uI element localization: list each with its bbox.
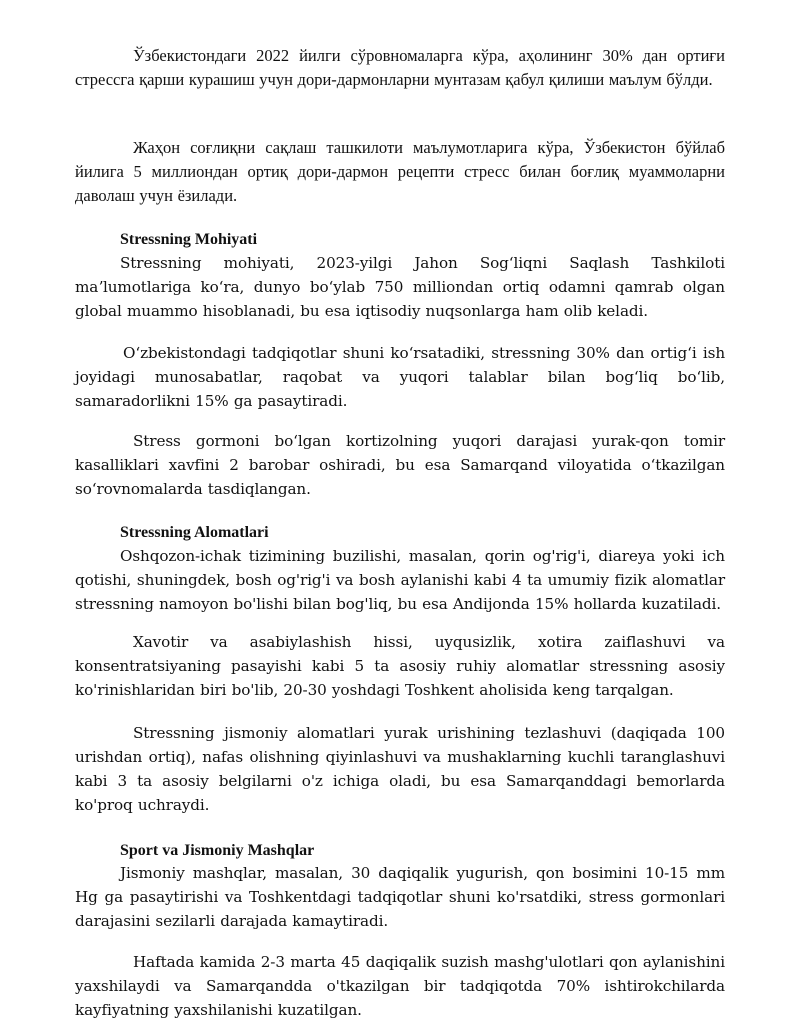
section-heading-mohiyati: Stressning Mohiyati (120, 231, 258, 248)
intro-paragraph-2: Жаҳон соғлиқни сақлаш ташкилоти маълумотларига кўра, Ўзбекистон бўйлаб йилига 5 миллиондан ортиқ дори-дармон рецепти стресс билан боғлиқ муаммоларни даволаш учун ёзилади. (75, 138, 725, 205)
alomatlari-paragraph-1: Oshqozon-ichak tizimining buzilishi, masalan, qorin og'rig'i, diareya yoki ich qotishi, shuningdek, bosh og'rig'i va bosh aylanishi kabi 4 ta umumiy fizik alomatlar stressning namoyon bo'lishi bilan bog'liq, bu esa Andijonda 15% hollarda kuzatiladi. (75, 547, 725, 613)
section-heading-alomatlari: Stressning Alomatlari (120, 524, 269, 541)
mohiyati-paragraph-1: Stressning mohiyati, 2023-yilgi Jahon Sogʻliqni Saqlash Tashkiloti maʼlumotlariga koʻra, dunyo boʻylab 750 milliondan ortiq odamni qamrab olgan global muammo hisoblanadi, bu esa iqtisodiy nuqsonlarga ham olib keladi. (75, 254, 725, 320)
mohiyati-paragraph-3: Stress gormoni boʻlgan kortizolning yuqori darajasi yurak-qon tomir kasalliklari xavfini 2 barobar oshiradi, bu esa Samarqand viloyatida oʻtkazilgan soʻrovnomalarda tasdiqlangan. (75, 432, 725, 498)
sport-paragraph-1: Jismoniy mashqlar, masalan, 30 daqiqalik yugurish, qon bosimini 10-15 mm Hg ga pasaytirishi va Toshkentdagi tadqiqotlar shuni ko'rsatdiki, stress gormonlari darajasini sezilarli darajada kamaytiradi. (75, 864, 725, 930)
alomatlari-paragraph-3: Stressning jismoniy alomatlari yurak urishining tezlashuvi (daqiqada 100 urishdan ortiq), nafas olishning qiyinlashuvi va mushaklarning kuchli taranglashuvi kabi 3 ta asosiy belgilarni o'z ichiga oladi, bu esa Samarqanddagi bemorlarda ko'proq uchraydi. (75, 724, 725, 814)
section-heading-sport: Sport va Jismoniy Mashqlar (120, 842, 315, 859)
alomatlari-paragraph-2: Xavotir va asabiylashish hissi, uyqusizlik, xotira zaiflashuvi va konsentratsiyaning pasayishi kabi 5 ta asosiy ruhiy alomatlar stressning asosiy ko'rinishlaridan biri bo'lib, 20-30 yoshdagi Toshkent aholisida keng tarqalgan. (75, 633, 725, 699)
mohiyati-paragraph-2: Oʻzbekistondagi tadqiqotlar shuni koʻrsatadiki, stressning 30% dan ortigʻi ish joyidagi munosabatlar, raqobat va yuqori talablar bilan bogʻliq boʻlib, samaradorlikni 15% ga pasaytiradi. (75, 344, 725, 410)
sport-paragraph-2: Haftada kamida 2-3 marta 45 daqiqalik suzish mashg'ulotlari qon aylanishini yaxshilaydi va Samarqandda o'tkazilgan bir tadqiqotda 70% ishtirokchilarda kayfiyatning yaxshilanishi kuzatilgan. (75, 953, 725, 1019)
intro-paragraph-1: Ўзбекистондаги 2022 йилги сўровномаларга кўра, аҳолининг 30% дан ортиғи стрессга қарши курашиш учун дори-дармонларни мунтазам қабул қилиши маълум бўлди. (75, 46, 725, 89)
